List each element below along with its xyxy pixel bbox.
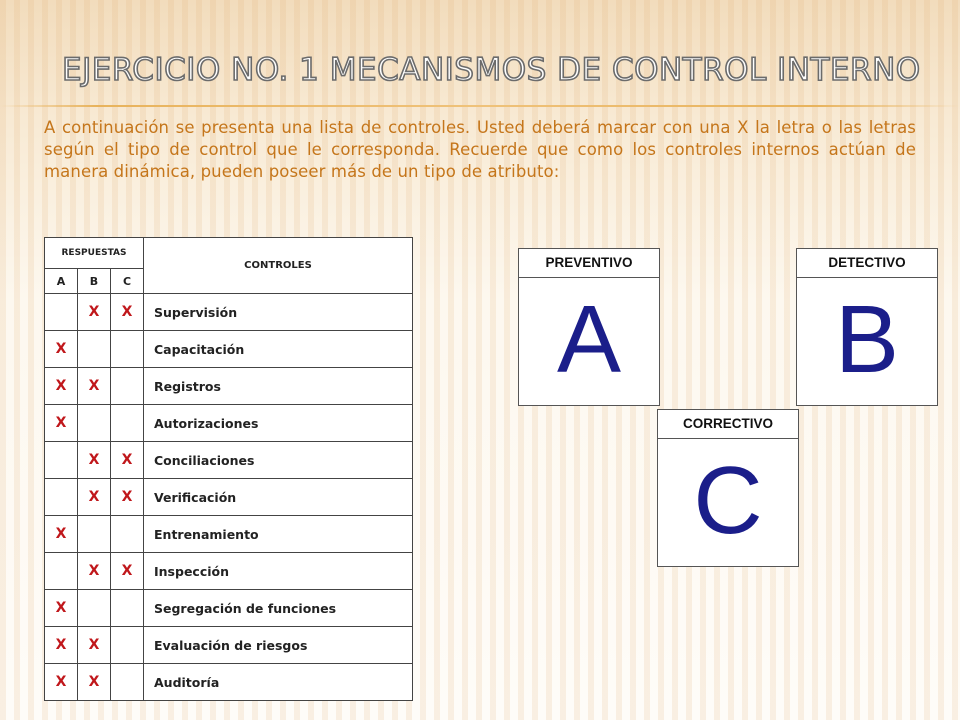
control-name-cell: Supervisión xyxy=(144,294,413,331)
answer-a-cell: X xyxy=(45,664,78,701)
table-row xyxy=(45,368,413,405)
control-name-cell: Conciliaciones xyxy=(144,442,413,479)
answer-c-cell xyxy=(111,368,144,405)
answer-c-cell xyxy=(111,590,144,627)
answer-a-cell: X xyxy=(45,405,78,442)
table-row xyxy=(45,405,413,442)
intro-paragraph: A continuación se presenta una lista de controles. Usted deberá marcar con una X la letra o las letras según el tipo de control que le corresponda. Recuerde que como los controles internos actúan de manera dinámica, pueden poseer más de un tipo de atributo: xyxy=(44,118,916,181)
answer-b-cell xyxy=(78,516,111,553)
legend-label-preventivo: PREVENTIVO xyxy=(519,249,659,278)
answer-b-cell: X xyxy=(78,479,111,516)
answer-c-cell: X xyxy=(111,442,144,479)
legend-box-detectivo xyxy=(796,248,938,406)
control-name-cell: Entrenamiento xyxy=(144,516,413,553)
table-row xyxy=(45,294,413,331)
table-row xyxy=(45,331,413,368)
header-controles: CONTROLES xyxy=(144,238,413,294)
answer-b-cell: X xyxy=(78,368,111,405)
answer-a-cell: X xyxy=(45,516,78,553)
answer-b-cell: X xyxy=(78,294,111,331)
answer-c-cell: X xyxy=(111,294,144,331)
legend-box-preventivo xyxy=(518,248,660,406)
answer-c-cell xyxy=(111,627,144,664)
title-divider xyxy=(0,105,960,107)
answer-a-cell xyxy=(45,553,78,590)
legend-letter-b: B xyxy=(834,286,900,393)
answer-b-cell: X xyxy=(78,553,111,590)
control-name-cell: Evaluación de riesgos xyxy=(144,627,413,664)
control-name-cell: Registros xyxy=(144,368,413,405)
control-name-cell: Auditoría xyxy=(144,664,413,701)
header-col-c: C xyxy=(111,269,144,294)
control-name-cell: Capacitación xyxy=(144,331,413,368)
table-row xyxy=(45,516,413,553)
answer-a-cell: X xyxy=(45,368,78,405)
answer-c-cell xyxy=(111,664,144,701)
slide-title: EJERCICIO NO. 1 MECANISMOS DE CONTROL INTERNO xyxy=(62,52,921,88)
answer-a-cell xyxy=(45,442,78,479)
answer-b-cell: X xyxy=(78,442,111,479)
legend-letter-a: A xyxy=(556,286,622,393)
table-header-row xyxy=(45,238,413,269)
answer-b-cell: X xyxy=(78,664,111,701)
answer-c-cell xyxy=(111,516,144,553)
legend-letter-c: C xyxy=(693,447,763,554)
legend-label-detectivo: DETECTIVO xyxy=(797,249,937,278)
table-row xyxy=(45,627,413,664)
control-name-cell: Verificación xyxy=(144,479,413,516)
controls-table xyxy=(44,237,413,701)
answer-a-cell: X xyxy=(45,627,78,664)
control-name-cell: Inspección xyxy=(144,553,413,590)
answer-a-cell: X xyxy=(45,590,78,627)
answer-c-cell xyxy=(111,331,144,368)
header-col-b: B xyxy=(78,269,111,294)
answer-c-cell: X xyxy=(111,479,144,516)
answer-a-cell xyxy=(45,479,78,516)
answer-b-cell: X xyxy=(78,627,111,664)
table-row xyxy=(45,479,413,516)
answer-b-cell xyxy=(78,331,111,368)
table-row xyxy=(45,664,413,701)
legend-label-correctivo: CORRECTIVO xyxy=(658,410,798,439)
table-row xyxy=(45,442,413,479)
control-name-cell: Autorizaciones xyxy=(144,405,413,442)
header-col-a: A xyxy=(45,269,78,294)
answer-a-cell xyxy=(45,294,78,331)
answer-b-cell xyxy=(78,405,111,442)
answer-c-cell xyxy=(111,405,144,442)
table-row xyxy=(45,553,413,590)
answer-a-cell: X xyxy=(45,331,78,368)
table-row xyxy=(45,590,413,627)
control-name-cell: Segregación de funciones xyxy=(144,590,413,627)
header-respuestas: RESPUESTAS xyxy=(45,238,144,269)
legend-box-correctivo xyxy=(657,409,799,567)
answer-c-cell: X xyxy=(111,553,144,590)
answer-b-cell xyxy=(78,590,111,627)
